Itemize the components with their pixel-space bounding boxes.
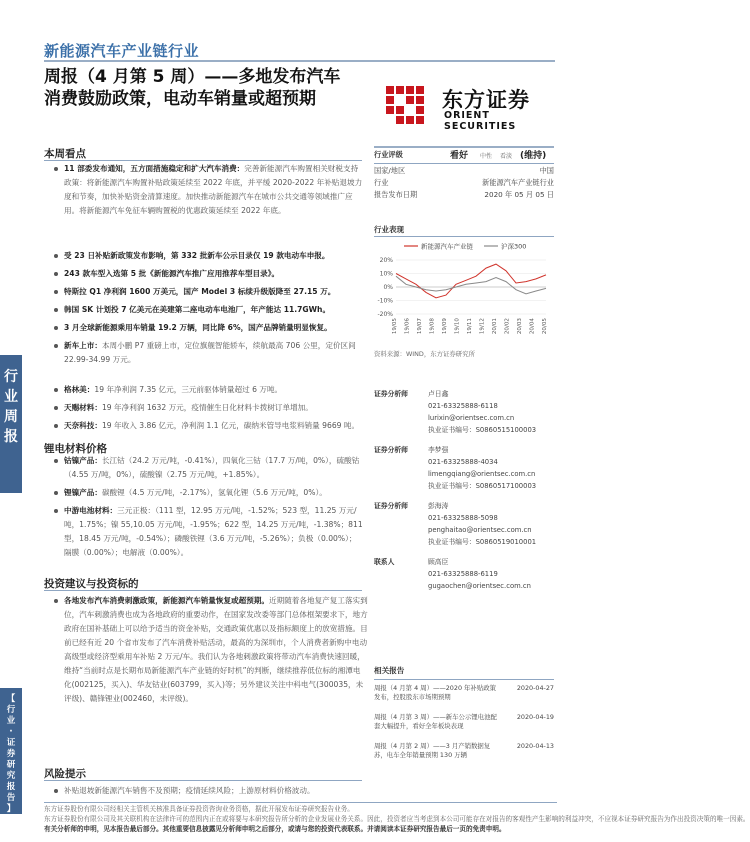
- analyst-role: 证券分析师: [374, 390, 408, 398]
- list-item: [50, 454, 364, 482]
- list-item-lead: 天赐材料：: [64, 403, 102, 412]
- list-item: [50, 285, 364, 299]
- x-tick-label: 19/11: [467, 318, 473, 335]
- related-reports: [374, 665, 554, 767]
- related-report-title: 周报（4 月第 3 周）——新车公示锂电池配套大幅提升，看好全年板块表现: [374, 713, 497, 730]
- related-report-item[interactable]: [374, 742, 554, 767]
- list-item-text: [64, 303, 364, 317]
- x-tick-label: 20/01: [492, 318, 498, 335]
- header-divider: [44, 60, 555, 62]
- risk-text: 补贴退坡新能源汽车销售不及预期；疫情延续风险；上游原材料价格波动。: [64, 786, 315, 795]
- list-item-body: 三元正极：（111 型，12.95 万元/吨，-1.52%；523 型，11.25 万元/吨，1.75%；镍 55,10.05 万元/吨，-1.95%；622 型，14.25 万元/吨，-1.38%；811 型，18.45 万元/吨，-0.54%）；磷酸铁锂（3.6 万元/吨，-5.26%）；负极（0.00%）；隔膜（0.00%）；电解液（0.00%）。: [64, 506, 363, 557]
- chart-source: 资料来源：WIND，东方证券研究所: [374, 350, 475, 358]
- rating-option-negative: 看淡: [500, 153, 513, 160]
- prices-heading: 锂电材料价格: [44, 443, 107, 455]
- list-item-text: [64, 401, 364, 415]
- list-item-lead: 特斯拉 Q1 净利润 1600 万美元，国产 Model 3 标续升级版降至 27.15 万。: [64, 287, 336, 296]
- x-tick-label: 19/05: [392, 318, 398, 335]
- series-line: [396, 276, 546, 294]
- report-title: [44, 66, 374, 110]
- list-item-text: [64, 504, 364, 560]
- x-tick-label: 20/04: [529, 318, 536, 335]
- industry-name: 新能源汽车产业链行业: [44, 42, 200, 60]
- bullet-dot: [54, 424, 58, 428]
- analyst-role: 证券分析师: [374, 502, 408, 510]
- list-item-text: [64, 383, 364, 397]
- advice-lead: 各地发布汽车消费刺激政策，新能源汽车销量恢复或超预期。: [64, 596, 270, 605]
- bullet-dot: [54, 308, 58, 312]
- analyst-email[interactable]: lurixin@orientsec.com.cn: [428, 414, 515, 422]
- bullet-dot: [54, 388, 58, 392]
- risk-heading: 风险提示: [44, 768, 86, 780]
- list-item-body: 长江钴（24.2 万元/吨，-0.41%），四氧化三钴（17.7 万/吨，0%），硫酸钴（4.55 万/吨，0%），硫酸镍（2.75 万元/吨，+1.85%）。: [64, 456, 360, 479]
- bullet-dot: [54, 167, 58, 171]
- list-item: [50, 383, 364, 397]
- analyst-info: [428, 444, 554, 492]
- company-logo: [382, 82, 562, 132]
- rating-label: 行业评级: [374, 150, 403, 159]
- industry-performance-chart: [374, 224, 554, 354]
- bullet-dot: [54, 509, 58, 513]
- list-item-text: [64, 486, 364, 500]
- bullet-dot: [54, 290, 58, 294]
- related-report-date: 2020-04-19: [516, 713, 554, 721]
- list-item-lead: 3 月全球新能源乘用车销量 19.2 万辆，同比降 6%，国产品牌销量明显恢复。: [64, 323, 332, 332]
- list-item-lead: 243 款车型入选第 5 批《新能源汽车推广应用推荐车型目录》。: [64, 269, 280, 278]
- list-item-lead: 钴镍产品：: [64, 456, 102, 465]
- rating-option-neutral: 中性: [480, 153, 493, 160]
- list-item-lead: 格林美：: [64, 385, 95, 394]
- legend-label: 沪深300: [501, 242, 527, 251]
- related-report-date: 2020-04-13: [516, 742, 554, 750]
- bullet-dot: [54, 406, 58, 410]
- analyst-email[interactable]: penghaitao@orientsec.com.cn: [428, 526, 532, 534]
- logo-mark-icon: [382, 82, 434, 128]
- list-item-body: 19 年净利润 7.35 亿元，三元前驱体销量超过 6 万吨。: [94, 385, 283, 394]
- rating-status: (维持): [520, 151, 547, 161]
- bullet-dot: [54, 599, 58, 603]
- list-item: [50, 504, 364, 560]
- list-item-text: [64, 285, 364, 299]
- rating-block: [374, 146, 554, 200]
- chart-title: 行业表现: [374, 225, 404, 234]
- list-item: [50, 486, 364, 500]
- list-item-lead: 锂镍产品：: [64, 488, 102, 497]
- side-tab-category-label: 【 行 业 · 证 券 研 究 报 告 】: [6, 694, 16, 814]
- related-list: [374, 684, 554, 767]
- risk-block: [50, 784, 368, 798]
- advice-text: 近期随着各地复产复工落实到位，汽车刺激消费也成为各地政府的重要动作，在国家发改委等部门总体框架要求下，地方政府在国补基础上可以给予适当的资金补贴，交通政策优惠以及指标额度上的放宽措施。目前已经有近 20 个省市发布了汽车消费补贴活动，最高的为深圳市，个人消费者新购中电动高级型或经济型乘用车补贴 2 万元/车。我们认为各地刺激政策将带动汽车消费快速回暖，维持“当前时点是长期布局新能源汽车产业链的好时机”的判断，继续推荐低位标的湘潭电化(002125，买入)、华友钴业(603799，买入)等；另外建议关注中科电气(300035，未评级)、赣锋锂业(002460，未评级)。: [64, 596, 368, 703]
- analyst-name: 李梦强: [428, 446, 449, 454]
- rating-divider: [374, 163, 554, 164]
- rating-value: 看好: [450, 151, 469, 161]
- list-item-body: 19 年净利润 1632 万元，疫情催生日化材料卡拨树订单增加。: [101, 403, 313, 412]
- related-report-item[interactable]: [374, 684, 554, 709]
- analyst-email[interactable]: limengqiang@orientsec.com.cn: [428, 470, 536, 478]
- bullet-dot: [54, 789, 58, 793]
- x-tick-label: 19/10: [454, 318, 461, 335]
- bullet-dot: [54, 254, 58, 258]
- analyst-email[interactable]: gugaochen@orientsec.com.cn: [428, 582, 531, 590]
- analysts-block: [374, 388, 554, 628]
- list-item: [50, 321, 364, 335]
- list-item-lead: 11 部委发布通知，五方面措施稳定和扩大汽车消费：: [64, 164, 245, 173]
- summary-divider: [44, 160, 362, 161]
- bullet-dot: [54, 326, 58, 330]
- x-tick-label: 20/03: [517, 318, 523, 335]
- bullet-dot: [54, 272, 58, 276]
- list-item-body: 19 年收入 3.86 亿元，净利润 1.1 亿元，碳纳米管导电浆料销量 9669 吨。: [101, 421, 360, 430]
- list-item: [50, 419, 364, 433]
- list-item-body: 本周小鹏 P7 重磅上市，定位旗舰智能轿车，续航最高 706 公里，定价区间 22.99-34.99 万元。: [64, 341, 356, 364]
- advice-block: [50, 594, 368, 706]
- y-tick-label: 10%: [379, 270, 393, 278]
- analyst-role: 证券分析师: [374, 446, 408, 454]
- y-tick-label: 20%: [379, 257, 393, 264]
- list-item-text: [64, 339, 364, 367]
- logo-text-en: ORIENT SECURITIES: [444, 110, 517, 132]
- related-report-title: 周报（4 月第 4 周）——2020 年补贴政策发布，控股股东市场期预期: [374, 684, 496, 701]
- analyst-cert: 执业证书编号：S0860515100003: [428, 426, 537, 434]
- side-tab-label: 行 业 周 报: [4, 369, 18, 445]
- analyst-phone: 021-63325888-4034: [428, 458, 498, 466]
- x-tick-label: 20/05: [542, 318, 548, 335]
- list-item: [50, 303, 364, 317]
- related-report-item[interactable]: [374, 713, 554, 738]
- list-item-text: [64, 267, 364, 281]
- legend-label: 新能源汽车产业链: [421, 242, 473, 251]
- related-heading: 相关报告: [374, 666, 405, 675]
- prices-list: [50, 454, 364, 594]
- bullet-dot: [54, 491, 58, 495]
- analyst-name: 彭海涛: [428, 502, 449, 510]
- side-tab-category: [0, 688, 22, 814]
- risk-divider: [44, 780, 362, 781]
- analyst-cert: 执业证书编号：S0860517100003: [428, 482, 537, 490]
- analyst-phone: 021-63325888-5098: [428, 514, 498, 522]
- footer-line-2: 东方证券股份有限公司及其关联机构在法律许可的范围内正在或将要与本研究报告所分析的企业发展业务关系。因此，投资者应当考虑到本公司可能存在对报告的客观性产生影响的利益冲突，不应视本证券研究报告为作出投资决策的唯一因素。: [44, 815, 750, 823]
- rating-row-industry: 行业 新能源汽车产业链行业: [374, 178, 554, 187]
- analyst-cert: 执业证书编号：S0860519010001: [428, 538, 537, 546]
- advice-paragraph: [64, 594, 368, 706]
- x-tick-label: 20/02: [504, 318, 511, 335]
- list-item-text: [64, 162, 364, 218]
- list-item: [50, 401, 364, 415]
- analyst-info: [428, 556, 554, 592]
- x-tick-label: 19/08: [429, 318, 436, 335]
- bullet-dot: [54, 344, 58, 348]
- list-item: [50, 162, 364, 218]
- list-item-body: 碳酸锂（4.5 万元/吨，-2.17%），氢氧化锂（5.6 万元/吨，0%）。: [101, 488, 327, 497]
- bullet-dot: [54, 459, 58, 463]
- analyst-role: 联系人: [374, 558, 395, 566]
- list-item-lead: 受 23 日补贴新政策发布影响，第 332 批新车公示目录仅 19 款电动车申报。: [64, 251, 330, 260]
- logo-text-cn: 东方证券: [442, 88, 530, 112]
- chart-svg: [374, 240, 554, 352]
- list-item: [50, 267, 364, 281]
- related-report-date: 2020-04-27: [516, 684, 554, 692]
- list-item-text: [64, 454, 364, 482]
- title-line-2: 消费鼓励政策，电动车销量或超预期: [44, 89, 316, 109]
- y-tick-label: -20%: [377, 311, 393, 318]
- analyst-info: [428, 388, 554, 436]
- list-item-body: 完善新能源汽车购置相关财税支持政策：将新能源汽车购置补贴政策延续至 2022 年底，并平缓 2020-2022 年补贴退坡力度和节奏，加快补贴资金清算速度。加快推动新能源汽车在城市公共交通等领域推广应用。将新能源汽车免征车辆购置税的优惠政策延续至 2022 年底。: [64, 164, 363, 215]
- related-divider: [374, 679, 554, 680]
- title-line-1: 周报（4 月第 5 周）——多地发布汽车: [44, 67, 341, 87]
- analyst-info: [428, 500, 554, 548]
- footer-line-1: 东方证券股份有限公司经相关主管机关核准具备证券投资咨询业务资格，据此开展发布证券研究报告业务。: [44, 805, 354, 813]
- list-item: [50, 339, 364, 367]
- summary-heading: 本周看点: [44, 148, 86, 160]
- list-item-lead: 天奈科技：: [64, 421, 102, 430]
- x-tick-label: 19/09: [442, 318, 448, 335]
- analyst-phone: 021-63325888-6118: [428, 402, 498, 410]
- rating-row-region: 国家/地区 中国: [374, 166, 554, 175]
- list-item-text: [64, 419, 364, 433]
- footer-disclosure: [44, 804, 750, 834]
- chart-divider: [374, 236, 554, 237]
- list-item-text: [64, 249, 364, 263]
- x-tick-label: 19/12: [479, 318, 486, 335]
- x-tick-label: 19/07: [417, 318, 423, 335]
- footer-divider: [44, 802, 557, 803]
- side-tab-report-type: [0, 355, 22, 493]
- list-item-lead: 新车上市：: [64, 341, 102, 350]
- analyst-phone: 021-63325888-6119: [428, 570, 498, 578]
- analyst-name: 顾高臣: [428, 558, 449, 566]
- advice-heading: 投资建议与投资标的: [44, 578, 139, 590]
- x-tick-label: 19/06: [404, 318, 411, 335]
- list-item-lead: 中游电池材料：: [64, 506, 118, 515]
- analyst-name: 卢日鑫: [428, 390, 449, 398]
- related-report-title: 周报（4 月第 2 周）——3 月产销数据复苏，电车全年销量预期 130 万辆: [374, 742, 491, 759]
- list-item-lead: 韩国 SK 计划投 7 亿美元在美建第二座电动车电池厂，年产能达 11.7GWh。: [64, 305, 331, 314]
- footer-line-3: 有关分析师的申明，见本报告最后部分。其他重要信息披露见分析师申明之后部分，或请与您的投资代表联系。并请阅读本证券研究报告最后一页的免责申明。: [44, 825, 506, 833]
- list-item-text: [64, 321, 364, 335]
- advice-divider: [44, 590, 362, 591]
- y-tick-label: -10%: [377, 297, 393, 305]
- y-tick-label: 0%: [383, 284, 393, 291]
- list-item: [50, 249, 364, 263]
- rating-row-date: 报告发布日期 2020 年 05 月 05 日: [374, 190, 554, 199]
